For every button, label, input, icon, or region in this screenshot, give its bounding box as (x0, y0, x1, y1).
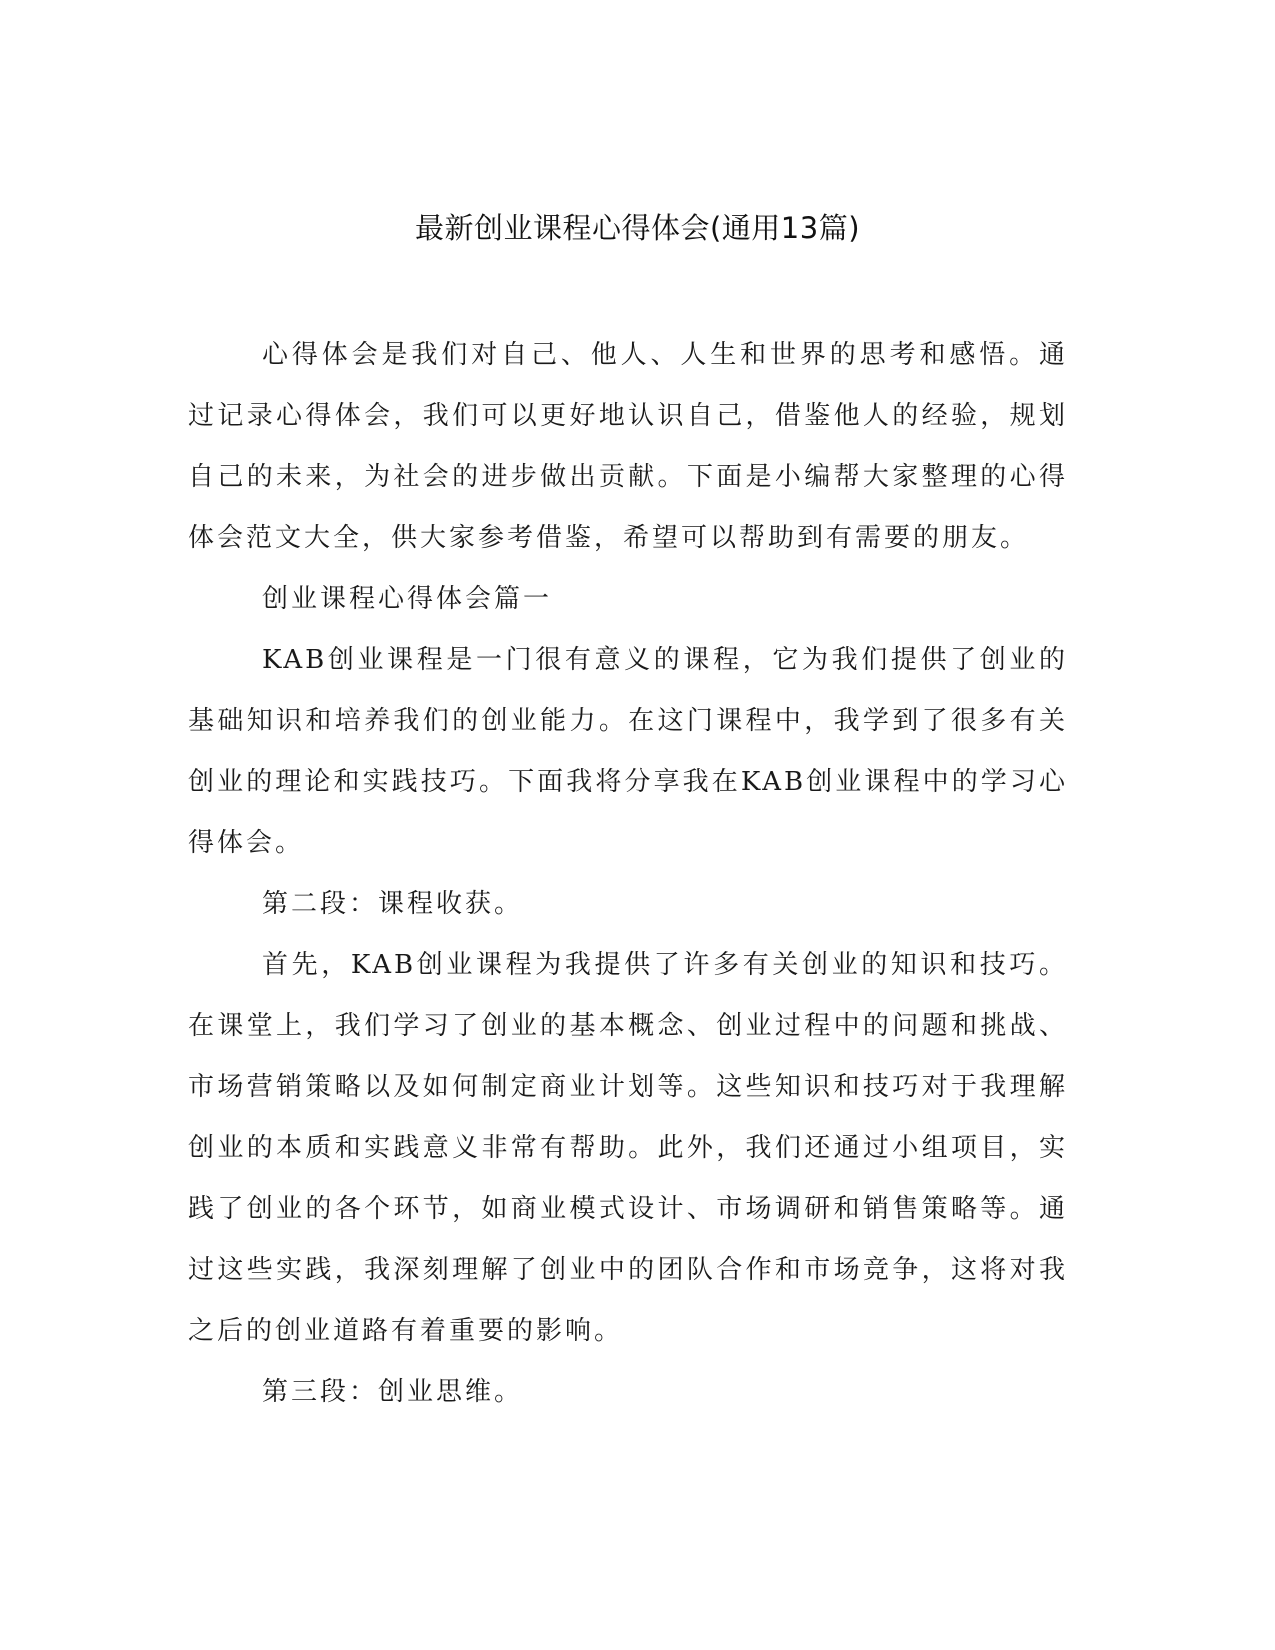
body-paragraph: 首先，KAB创业课程为我提供了许多有关创业的知识和技巧。在课堂上，我们学习了创业的基本概念、创业过程中的问题和挑战、市场营销策略以及如何制定商业计划等。这些知识和技巧对于我理解创业的本质和实践意义非常有帮助。此外，我们还通过小组项目，实践了创业的各个环节，如商业模式设计、市场调研和销售策略等。通过这些实践，我深刻理解了创业中的团队合作和市场竞争，这将对我之后的创业道路有着重要的影响。 (188, 950, 1068, 1346)
section-heading-third-paragraph: 第三段：创业思维。 (262, 1377, 524, 1407)
document-body (188, 325, 1068, 1423)
body-paragraph: KAB创业课程是一门很有意义的课程，它为我们提供了创业的基础知识和培养我们的创业能力。在这门课程中，我学到了很多有关创业的理论和实践技巧。下面我将分享我在KAB创业课程中的学习心得体会。 (188, 645, 1068, 858)
section-heading-second-paragraph: 第二段：课程收获。 (262, 889, 524, 919)
intro-paragraph: 心得体会是我们对自己、他人、人生和世界的思考和感悟。通过记录心得体会，我们可以更好地认识自己，借鉴他人的经验，规划自己的未来，为社会的进步做出贡献。下面是小编帮大家整理的心得体会范文大全，供大家参考借鉴，希望可以帮助到有需要的朋友。 (188, 340, 1068, 553)
document-title: 最新创业课程心得体会(通用13篇) (414, 211, 861, 245)
section-heading-part-one: 创业课程心得体会篇一 (262, 584, 553, 614)
